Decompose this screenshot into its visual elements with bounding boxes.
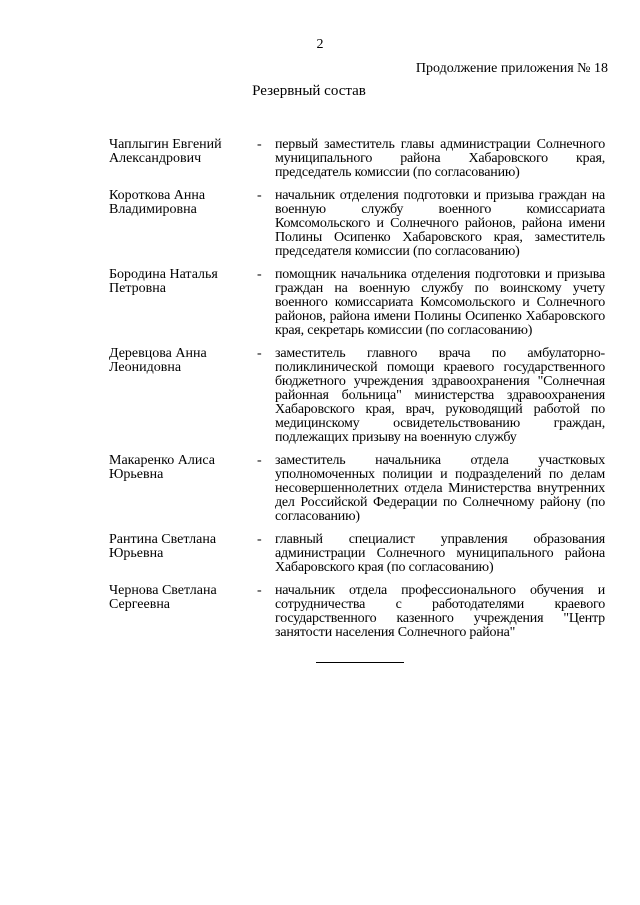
member-name: Рантина Светлана Юрьевна [109,532,217,561]
member-name: Макаренко Алиса Юрьевна [109,453,215,482]
member-dash: - [257,346,262,361]
end-divider [316,662,404,663]
page-number: 2 [316,37,324,52]
member-entry [109,268,605,338]
member-dash: - [257,453,262,468]
member-name: Чернова Светлана Сергеевна [109,583,217,612]
member-role: заместитель начальника отдела участковых уполномоченных полиции и подразделений по делам несовершеннолетних отдела Министерства внутренних дел Российской Федерации по Солнечному району (по согласованию) [275,453,605,524]
member-entry [109,533,605,575]
members-list [109,138,605,649]
appendix-note: Продолжение приложения № 18 [415,61,608,76]
member-name: Деревцова Анна Леонидовна [109,346,207,375]
member-role: первый заместитель главы администрации Солнечного муниципального района Хабаровского края, председатель комиссии (по согласованию) [275,137,605,180]
member-name: Чаплыгин Евгений Александрович [109,137,222,166]
member-dash: - [257,267,262,282]
member-dash: - [257,583,262,598]
member-entry [109,347,605,445]
member-role: начальник отделения подготовки и призыва граждан на военную службу военного комиссариата Комсомольского и Солнечного районов, района имени Полины Осипенко Хабаровского края, заместитель председателя комиссии (по согласованию) [275,188,605,259]
member-role: заместитель главного врача по амбулаторно-поликлинической помощи краевого государственного бюджетного учреждения здравоохранения "Солнечная районная больница" министерства здравоохранения Хабаровского края, врач, руководящий работой по медицинскому освидетельствованию граждан, подлежащих призыву на военную службу [275,346,605,445]
member-entry [109,584,605,640]
member-role: помощник начальника отделения подготовки и призыва граждан на военную службу по воинскому учету военного комиссариата Комсомольского и Солнечного районов, района имени Полины Осипенко Хабаровского края, секретарь комиссии (по согласованию) [275,267,605,338]
section-title: Резервный состав [252,83,366,99]
member-name: Бородина Наталья Петровна [109,267,218,296]
member-role: главный специалист управления образования администрации Солнечного муниципального района Хабаровского края (по согласованию) [275,532,605,575]
member-dash: - [257,188,262,203]
member-name: Короткова Анна Владимировна [109,188,206,217]
member-entry [109,138,605,180]
member-dash: - [257,137,262,152]
member-dash: - [257,532,262,547]
member-entry [109,454,605,524]
member-role: начальник отдела профессионального обучения и сотрудничества с работодателями краевого государственного казенного учреждения "Центр занятости населения Солнечного района" [275,583,605,640]
member-entry [109,189,605,259]
